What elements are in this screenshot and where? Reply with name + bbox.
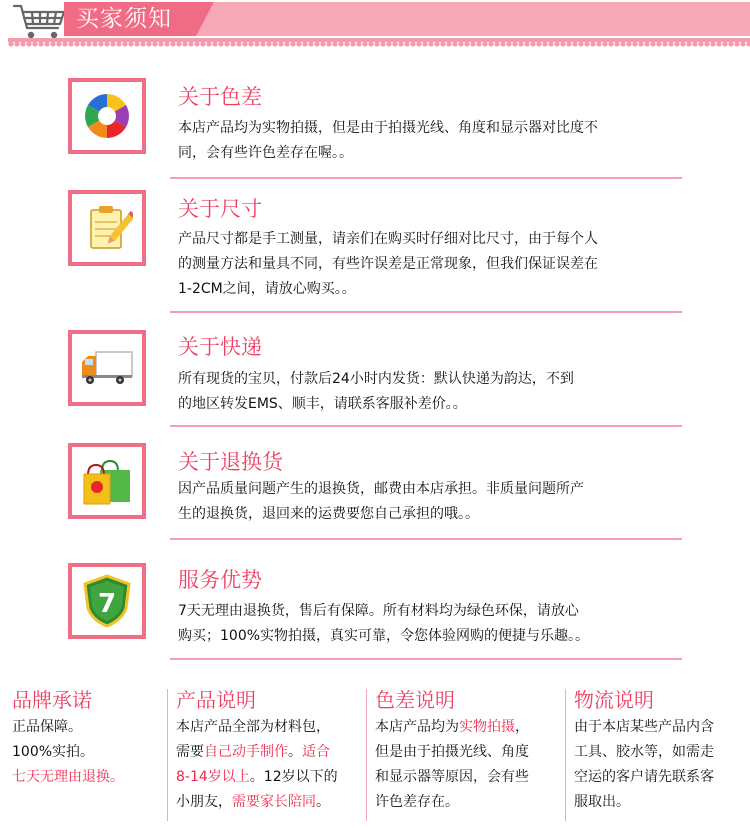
notepad-pencil-icon	[81, 202, 133, 254]
highlighted-text: 需要家长陪同	[232, 794, 316, 810]
column-text: 服取出。	[574, 794, 630, 810]
icon-frame	[68, 443, 146, 519]
column-line	[574, 765, 714, 790]
icon-frame	[68, 78, 146, 154]
column-line	[375, 715, 529, 740]
section-title: 关于退换货	[178, 450, 283, 474]
shopping-bags-icon	[80, 455, 134, 507]
section-line: 生的退换货，退回来的运费要您自己承担的哦。。	[178, 506, 479, 522]
column-text: 本店产品均为	[375, 719, 459, 735]
section-line: 7天无理由退换货，售后有保障。所有材料均为绿色环保，请放心	[178, 603, 579, 619]
column-text: 和显示器等原因，会有些	[375, 769, 529, 785]
section-body	[178, 477, 678, 527]
column-body	[12, 715, 124, 790]
section-delivery	[0, 330, 750, 430]
column-line	[375, 740, 529, 765]
column-line	[176, 740, 338, 765]
column-product-info	[168, 685, 366, 828]
section-divider	[170, 311, 682, 313]
highlighted-text: 适合	[302, 744, 330, 760]
column-text: 由于本店某些产品内含	[574, 719, 714, 735]
section-divider	[170, 425, 682, 427]
column-text: 。	[316, 794, 330, 810]
highlighted-text: 自己动手制作	[204, 744, 288, 760]
section-line: 的测量方法和量具不同，有些许误差是正常现象，但我们保证误差在	[178, 256, 598, 272]
section-line: 因产品质量问题产生的退换货，邮费由本店承担。非质量问题所产	[178, 481, 584, 497]
column-line	[12, 715, 124, 740]
section-title: 关于色差	[178, 85, 262, 109]
column-line	[375, 765, 529, 790]
column-text: 100%实拍。	[12, 744, 95, 760]
shopping-cart-icon	[12, 2, 68, 42]
column-body	[574, 715, 714, 815]
section-returns	[0, 443, 750, 543]
section-line: 1-2CM之间，请放心购买。。	[178, 281, 356, 297]
badge-number: 7	[97, 589, 117, 619]
section-size	[0, 190, 750, 305]
column-line	[176, 765, 338, 790]
column-text: 但是由于拍摄光线、角度	[375, 744, 529, 760]
column-body	[375, 715, 529, 815]
section-divider	[170, 177, 682, 179]
column-text: 。12岁以下的	[249, 769, 338, 785]
column-line	[574, 740, 714, 765]
page-header	[0, 0, 750, 52]
section-title: 服务优势	[178, 568, 262, 592]
section-service-advantages	[0, 563, 750, 663]
icon-frame	[68, 190, 146, 266]
column-brand-promise	[4, 685, 166, 828]
column-text: 小朋友，	[176, 794, 232, 810]
column-title: 品牌承诺	[12, 688, 92, 712]
section-divider	[170, 658, 682, 660]
column-text: ，	[515, 719, 529, 735]
section-line: 所有现货的宝贝，付款后24小时内发货：默认快递为韵达，不到	[178, 371, 574, 387]
column-text: 需要	[176, 744, 204, 760]
section-line: 同，会有些许色差存在喔。。	[178, 145, 353, 161]
section-body	[178, 599, 678, 649]
column-line	[12, 740, 124, 765]
highlighted-text: 实物拍摄	[459, 719, 515, 735]
icon-frame	[68, 330, 146, 406]
column-text: 工具、胶水等，如需走	[574, 744, 714, 760]
section-line: 的地区转发EMS、顺丰，请联系客服补差价。。	[178, 396, 467, 412]
section-body	[178, 116, 678, 166]
column-color-info	[367, 685, 565, 828]
section-line: 购买；100%实物拍摄，真实可靠，令您体验网购的便捷与乐趣。。	[178, 628, 590, 644]
section-color-difference	[0, 78, 750, 178]
color-wheel-icon	[81, 90, 133, 142]
seven-day-shield-icon	[82, 574, 132, 628]
column-line	[176, 715, 338, 740]
column-line	[574, 790, 714, 815]
section-divider	[170, 538, 682, 540]
lace-border	[8, 38, 750, 50]
column-text: 空运的客户请先联系客	[574, 769, 714, 785]
section-title: 关于快递	[178, 335, 262, 359]
page-title: 买家须知	[76, 6, 172, 32]
column-title: 物流说明	[574, 688, 654, 712]
section-line: 本店产品均为实物拍摄，但是由于拍摄光线、角度和显示器对比度不	[178, 120, 598, 136]
column-line	[375, 790, 529, 815]
icon-frame	[68, 563, 146, 639]
column-text: 许色差存在。	[375, 794, 459, 810]
section-body	[178, 367, 678, 417]
column-text: 。	[288, 744, 302, 760]
section-line: 产品尺寸都是手工测量，请亲们在购买时仔细对比尺寸，由于每个人	[178, 231, 598, 247]
highlighted-text: 8-14岁以上	[176, 769, 250, 785]
column-title: 色差说明	[375, 688, 455, 712]
column-text: 本店产品全部为材料包，	[176, 719, 330, 735]
column-line	[574, 715, 714, 740]
column-line	[176, 790, 338, 815]
column-text: 正品保障。	[12, 719, 82, 735]
column-logistics-info	[566, 685, 750, 828]
column-body	[176, 715, 338, 815]
section-title: 关于尺寸	[178, 197, 262, 221]
section-body	[178, 227, 678, 302]
column-title: 产品说明	[176, 688, 256, 712]
delivery-truck-icon	[80, 348, 134, 388]
column-line	[12, 765, 124, 790]
highlighted-text: 七天无理由退换。	[12, 769, 124, 785]
info-columns	[0, 685, 750, 828]
